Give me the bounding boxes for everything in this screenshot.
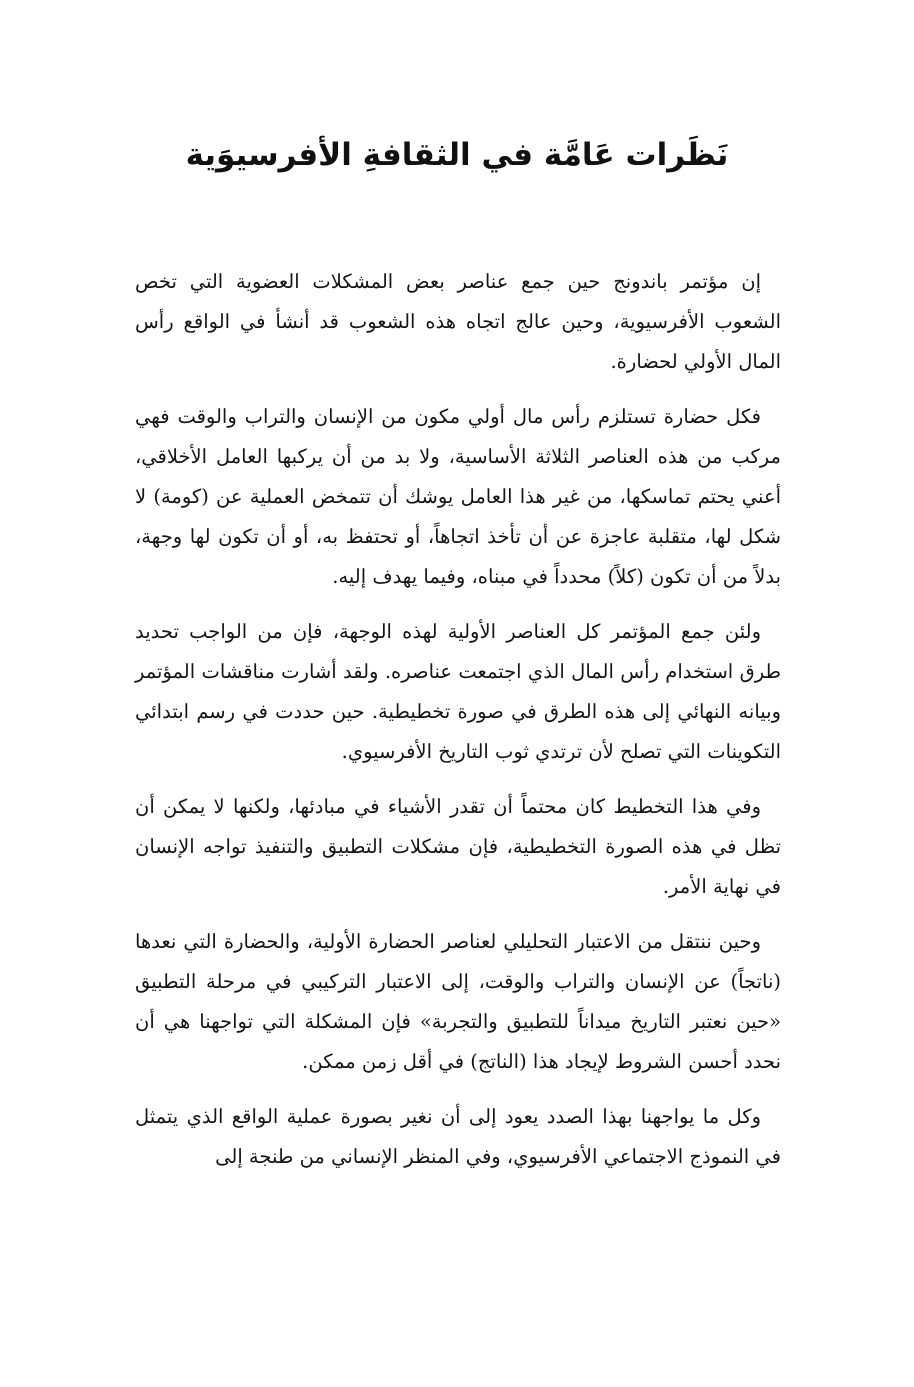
paragraph: وكل ما يواجهنا بهذا الصدد يعود إلى أن نغير بصورة عملية الواقع الذي يتمثل في النموذج الاجتماعي الأفرسيوي، وفي المنظر الإنساني من طنجة إلى xyxy=(135,1105,781,1168)
body-text xyxy=(135,262,781,1177)
paragraph: إن مؤتمر باندونج حين جمع عناصر بعض المشكلات العضوية التي تخص الشعوب الأفرسيوية، وحين عالج اتجاه هذه الشعوب قد أنشأ في الواقع رأس المال الأولي لحضارة. xyxy=(135,270,781,373)
paragraph: فكل حضارة تستلزم رأس مال أولي مكون من الإنسان والتراب والوقت فهي مركب من هذه العناصر الثلاثة الأساسية، ولا بد من أن يركبها العامل الأخلاقي، أعني يحتم تماسكها، من غير هذا العامل يوشك أن تتمخض العملية عن (كومة) لا شكل لها، متقلبة عاجزة عن أن تأخذ اتجاهاً، أو تحتفظ به، أو أن تكون لها وجهة، بدلاً من أن تكون (كلاً) محدداً في مبناه، وفيما يهدف إليه. xyxy=(135,405,781,588)
paragraph: وحين ننتقل من الاعتبار التحليلي لعناصر الحضارة الأولية، والحضارة التي نعدها (ناتجاً) عن الإنسان والتراب والوقت، إلى الاعتبار التركيبي في مرحلة التطبيق «حين نعتبر التاريخ ميداناً للتطبيق والتجربة» فإن المشكلة التي تواجهنا هي أن نحدد أحسن الشروط لإيجاد هذا (الناتج) في أقل زمن ممكن. xyxy=(135,930,781,1073)
page-title: نَظَرات عَامَّة في الثقافةِ الأفرسيوَية xyxy=(185,137,729,173)
paragraph: وفي هذا التخطيط كان محتماً أن تقدر الأشياء في مبادئها، ولكنها لا يمكن أن تظل في هذه الصورة التخطيطية، فإن مشكلات التطبيق والتنفيذ تواجه الإنسان في نهاية الأمر. xyxy=(135,795,781,898)
paragraph: ولئن جمع المؤتمر كل العناصر الأولية لهذه الوجهة، فإن من الواجب تحديد طرق استخدام رأس المال الذي اجتمعت عناصره. ولقد أشارت مناقشات المؤتمر وبيانه النهائي إلى هذه الطرق في صورة تخطيطية. حين حددت في رسم ابتدائي التكوينات التي تصلح لأن ترتدي ثوب التاريخ الأفرسيوي. xyxy=(135,620,781,763)
